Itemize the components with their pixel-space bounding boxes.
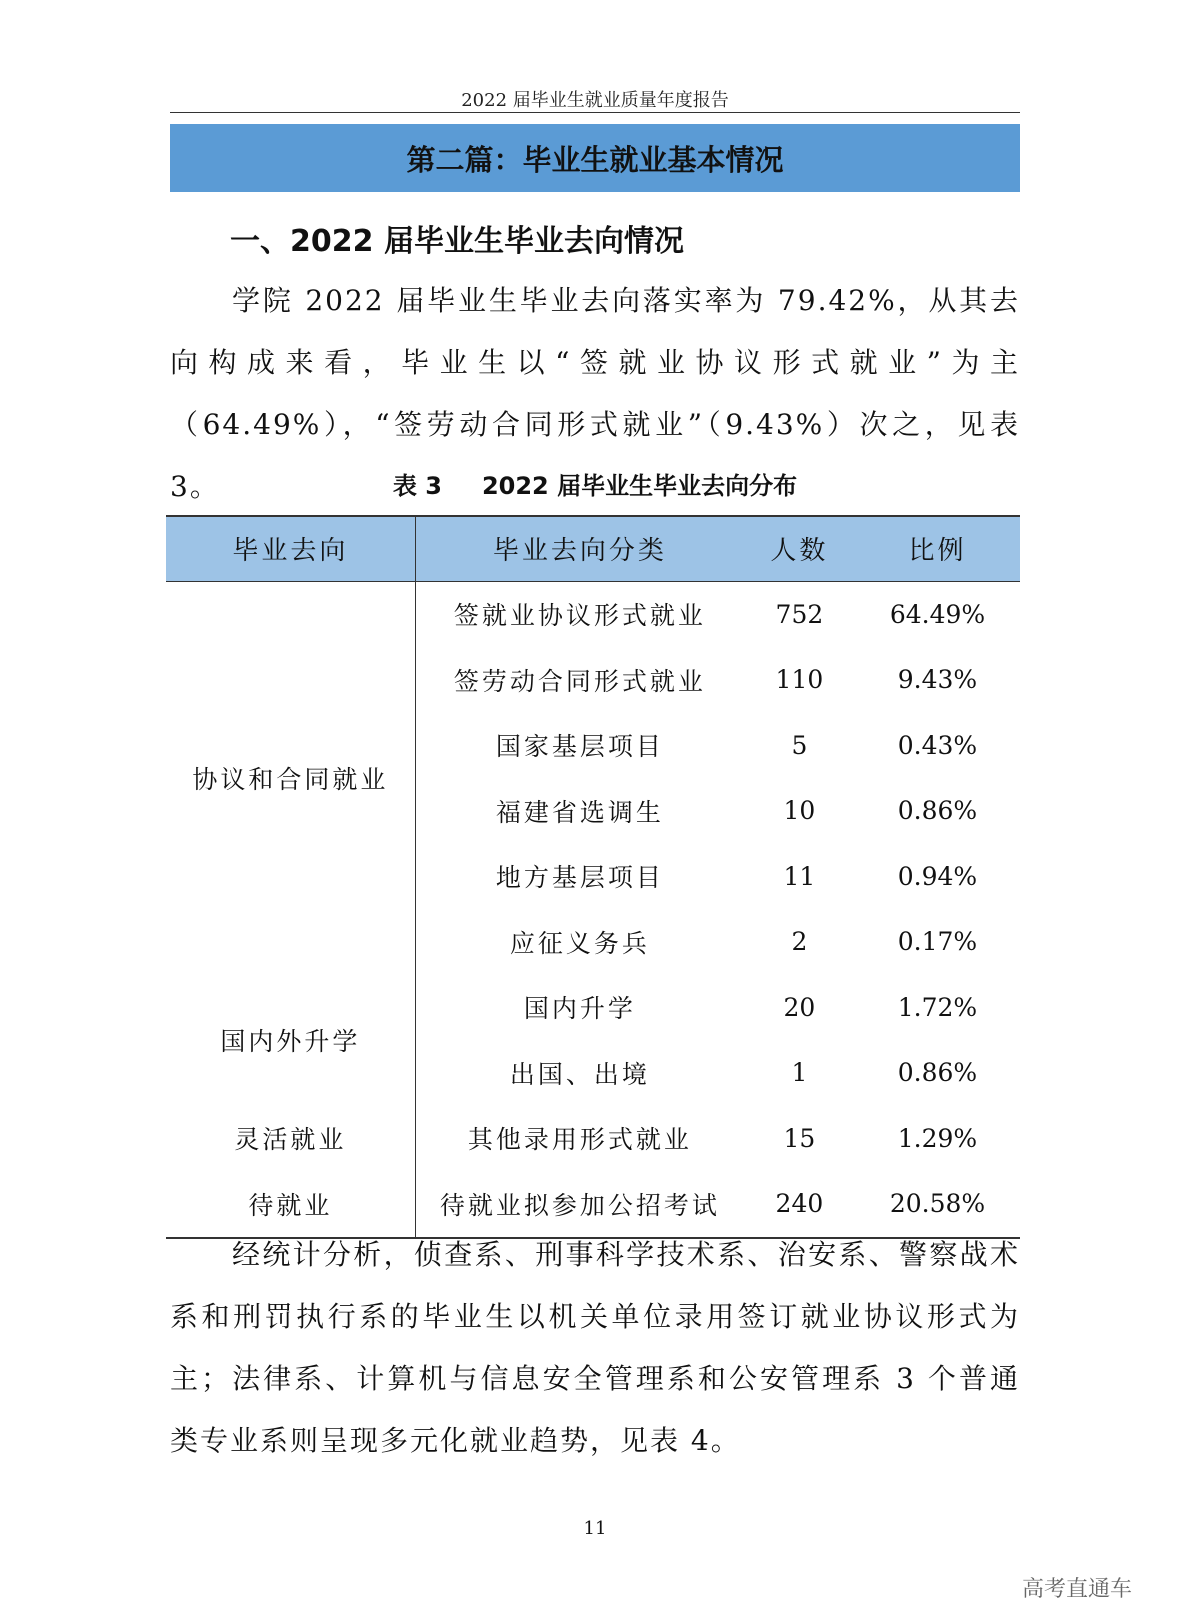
chapter-title: 第二篇：毕业生就业基本情况 [406,142,784,177]
page-number: 11 [583,1518,607,1539]
row-category: 国内升学 [523,994,636,1024]
row-ratio: 64.49% [889,599,986,629]
row-ratio: 0.17% [897,927,978,957]
row-count: 15 [783,1123,816,1153]
row-count: 20 [783,992,816,1022]
row-category: 签就业协议形式就业 [453,601,706,631]
group-label: 协议和合同就业 [166,581,415,975]
table-caption [170,466,1020,501]
row-count: 752 [775,599,824,629]
group-label: 待就业 [166,1171,415,1238]
chapter-banner [170,124,1020,192]
row-count: 5 [791,730,808,760]
header-destination: 毕业去向 [166,516,415,581]
table-row [166,1106,1020,1172]
row-count: 2 [791,927,808,957]
row-ratio: 0.86% [897,796,978,826]
running-header: 2022 届毕业生就业质量年度报告 [461,90,729,111]
row-ratio: 0.43% [897,730,978,760]
row-count: 11 [783,861,816,891]
row-count: 1 [791,1058,808,1088]
body-paragraph-1: 学院 2022 届毕业生毕业去向落实率为 79.42%，从其去向构成来看，毕业生以“签就业协议形式就业”为主（64.49%），“签劳动合同形式就业”（9.43%）次之，见表 3。 [170,284,1020,503]
table-row [166,581,1020,647]
row-category: 地方基层项目 [495,863,664,893]
body-paragraph-2: 经统计分析，侦查系、刑事科学技术系、治安系、警察战术系和刑罚执行系的毕业生以机关单位录用签订就业协议形式为主；法律系、计算机与信息安全管理系和公安管理系 3 个普通类专业系则呈现多元化就业趋势，见表 4。 [170,1238,1020,1457]
row-category: 出国、出境 [509,1059,650,1089]
watermark: 高考直通车 [1021,1577,1132,1602]
section-heading: 一、2022 届毕业生毕业去向情况 [230,224,684,259]
table-caption-title: 2022 届毕业生毕业去向分布 [481,472,798,500]
row-count: 10 [783,796,816,826]
row-ratio: 9.43% [897,665,978,695]
row-ratio: 20.58% [855,1171,1020,1238]
table-row [166,975,1020,1041]
table-caption-number: 表 3 [392,472,442,500]
row-ratio: 0.94% [897,861,978,891]
header-ratio: 比例 [855,516,1020,581]
header-category: 毕业去向分类 [415,516,744,581]
row-ratio: 1.72% [897,992,978,1022]
row-category: 福建省选调生 [495,797,664,827]
row-count: 240 [744,1171,855,1238]
row-category: 签劳动合同形式就业 [453,666,706,696]
row-ratio: 0.86% [897,1058,978,1088]
group-label: 国内外升学 [166,975,415,1106]
header-rule [170,112,1020,113]
row-category: 其他录用形式就业 [467,1125,692,1155]
header-count: 人数 [744,516,855,581]
row-category: 应征义务兵 [509,928,650,958]
row-ratio: 1.29% [897,1123,978,1153]
group-label: 灵活就业 [166,1106,415,1172]
destination-table [166,515,1020,1239]
table-header-row [166,516,1020,581]
row-count: 110 [775,665,824,695]
row-category: 国家基层项目 [495,732,664,762]
row-category: 待就业拟参加公招考试 [415,1171,744,1238]
